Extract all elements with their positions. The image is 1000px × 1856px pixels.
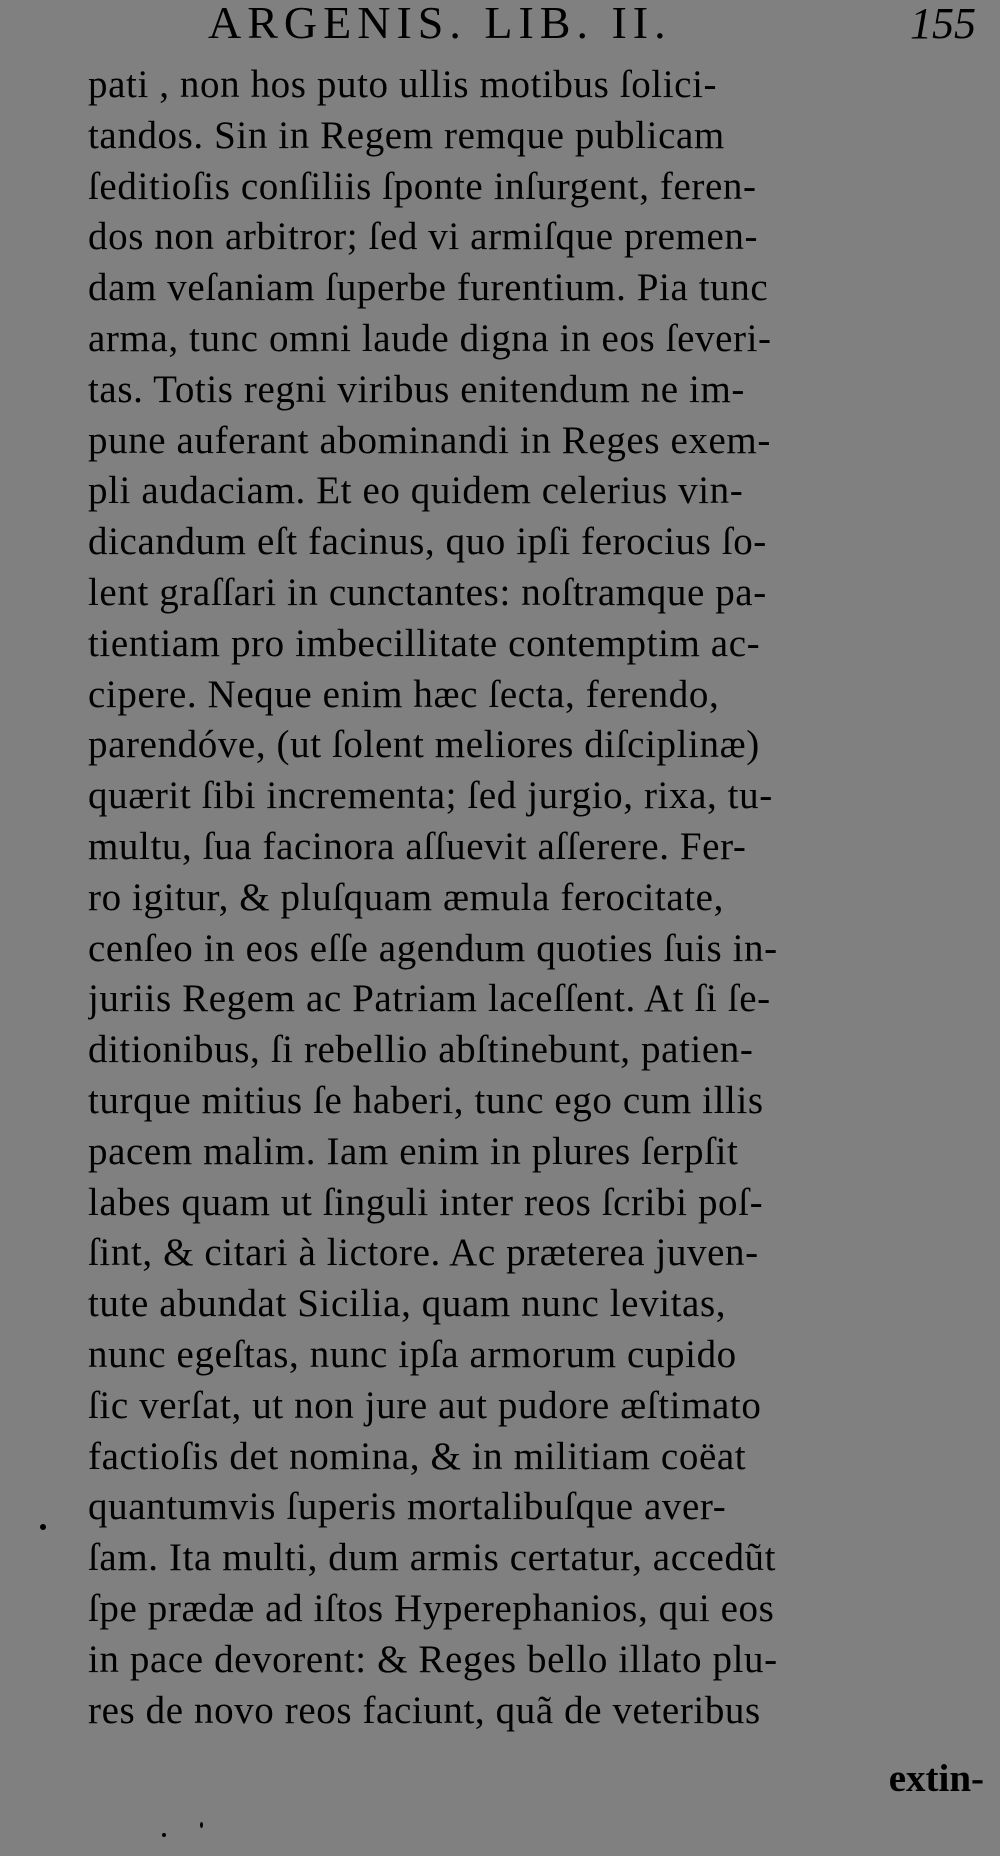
text-line: ſint, & citari à lictore. Ac præterea juven- <box>88 1231 759 1275</box>
text-line: tute abundat Sicilia, quam nunc levitas, <box>88 1282 727 1326</box>
text-line: parendóve, (ut ſolent meliores diſciplinæ) <box>88 723 760 767</box>
running-title: ARGENIS. LIB. II. <box>208 0 672 48</box>
text-line: ro igitur, & pluſquam æmula ferocitate, <box>88 875 724 919</box>
text-line: dicandum eſt facinus, quo ipſi ferocius ſo- <box>88 520 767 564</box>
text-line: juriis Regem ac Patriam laceſſent. At ſi ſe- <box>88 977 771 1021</box>
text-line: nunc egeſtas, nunc ipſa armorum cupido <box>88 1332 737 1376</box>
margin-dot-mark <box>40 1524 46 1530</box>
ink-speck <box>162 1833 166 1837</box>
text-line: ſic verſat, ut non jure aut pudore æſtimato <box>88 1383 762 1427</box>
text-line: res de novo reos faciunt, quã de veteribus <box>88 1688 761 1732</box>
text-line: ſeditioſis conſiliis ſponte inſurgent, feren- <box>88 164 757 208</box>
text-line: pacem malim. Iam enim in plures ſerpſit <box>88 1129 739 1173</box>
text-line: turque mitius ſe haberi, tunc ego cum illis <box>88 1078 764 1122</box>
text-line: factioſis det nomina, & in militiam coëat <box>88 1434 747 1478</box>
text-line: dam veſaniam ſuperbe furentium. Pia tunc <box>88 266 769 310</box>
text-line: labes quam ut ſinguli inter reos ſcribi poſ- <box>88 1180 764 1224</box>
text-line: ſpe prædæ ad iſtos Hyperephanios, qui eos <box>88 1586 775 1630</box>
text-line: dos non arbitror; ſed vi armiſque premen- <box>88 215 759 259</box>
text-line: pune auferant abominandi in Reges exem- <box>88 418 771 462</box>
text-line: tas. Totis regni viribus enitendum ne im- <box>88 367 745 411</box>
body-text <box>88 60 988 1736</box>
text-line: cipere. Neque enim hæc ſecta, ferendo, <box>88 672 720 716</box>
text-line: tientiam pro imbecillitate contemptim ac- <box>88 621 761 665</box>
text-line: arma, tunc omni laude digna in eos ſeveri- <box>88 316 772 360</box>
ink-speck <box>200 1822 203 1828</box>
text-line: cenſeo in eos eſſe agendum quoties ſuis in- <box>88 926 778 970</box>
text-line: in pace devorent: & Reges bello illato plu- <box>88 1637 778 1681</box>
text-line: pati , non hos puto ullis motibus ſolici- <box>88 63 718 106</box>
text-line: lent graſſari in cunctantes: noſtramque pa- <box>88 570 767 614</box>
text-line: quærit ſibi incrementa; ſed jurgio, rixa, tu- <box>88 774 773 818</box>
text-line: multu, ſua facinora aſſuevit aſſerere. Fer- <box>88 824 747 868</box>
page-number: 155 <box>910 0 976 48</box>
text-line: tandos. Sin in Regem remque publicam <box>88 113 725 157</box>
text-line: ditionibus, ſi rebellio abſtinebunt, patien- <box>88 1028 754 1072</box>
page-header <box>200 2 980 54</box>
text-line: pli audaciam. Et eo quidem celerius vin- <box>88 469 744 513</box>
text-line: quantumvis ſuperis mortalibuſque aver- <box>88 1485 727 1529</box>
catchword: extin- <box>888 1757 984 1800</box>
text-line: ſam. Ita multi, dum armis certatur, accedũt <box>88 1536 777 1580</box>
